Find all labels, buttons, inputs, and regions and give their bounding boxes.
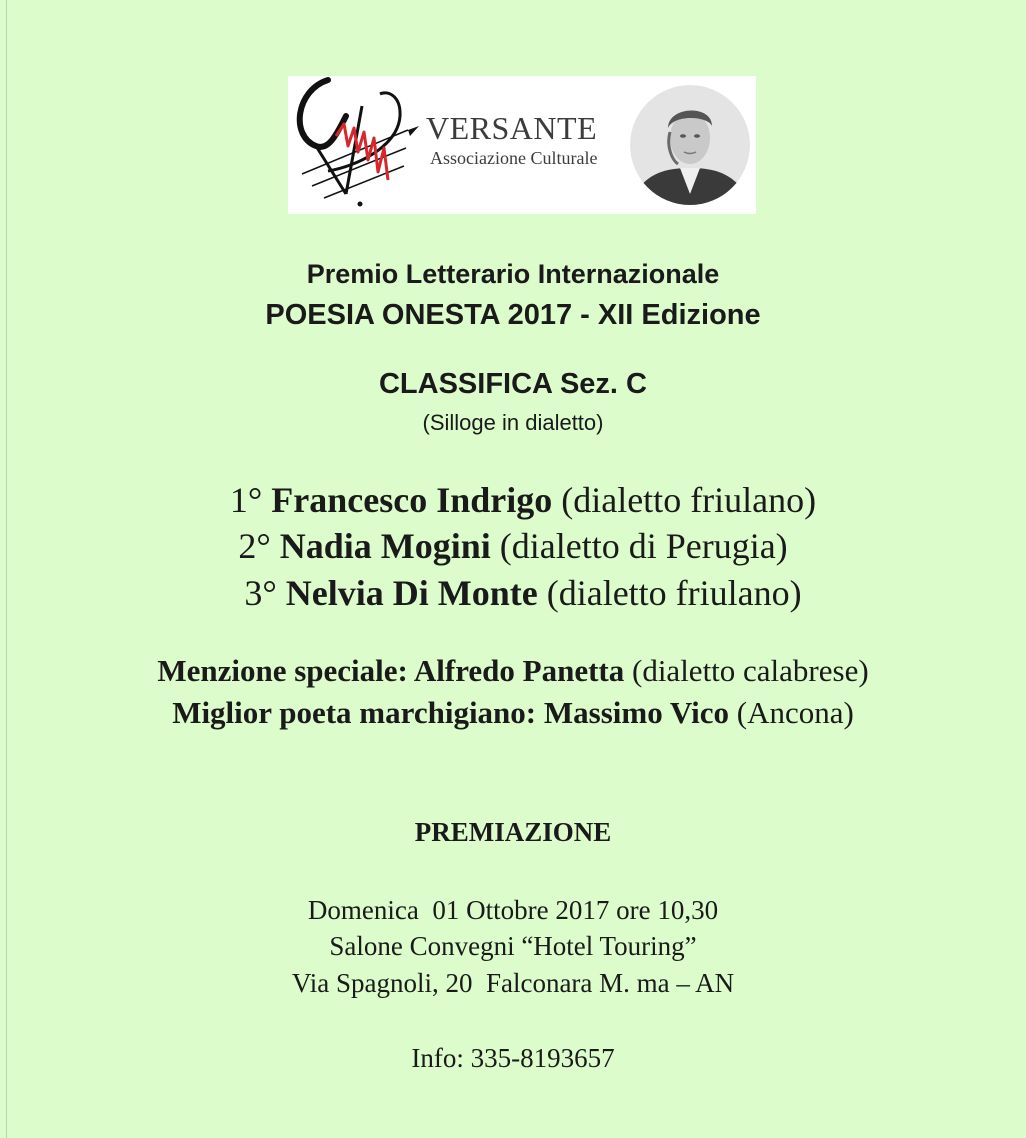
ranking-entry-3: [0, 572, 1026, 614]
ranking-name: Francesco Indrigo: [271, 480, 553, 520]
special-mention: [0, 653, 1026, 689]
special-mention-note: (dialetto calabrese): [632, 653, 869, 688]
logo-subtitle: Associazione Culturale: [430, 148, 598, 168]
section-title: CLASSIFICA Sez. C: [378, 368, 647, 400]
ceremony-venue: Salone Convegni “Hotel Touring”: [329, 931, 697, 961]
ceremony-title: PREMIAZIONE: [414, 817, 612, 847]
ranking-place: 2°: [238, 526, 271, 566]
ranking-name: Nadia Mogini: [279, 526, 491, 566]
award-title: Premio Letterario Internazionale: [306, 259, 720, 289]
best-poet-note: (Ancona): [736, 695, 854, 730]
ranking-dialect: (dialetto friulano): [546, 573, 802, 613]
ranking-entry-2: [0, 525, 1026, 567]
logo-name: VERSANTE: [426, 110, 598, 146]
ranking-place: 1°: [229, 480, 263, 520]
versante-logo: [288, 76, 756, 214]
award-edition: POESIA ONESTA 2017 - XII Edizione: [265, 299, 761, 331]
section-subtitle: (Silloge in dialetto): [422, 410, 604, 435]
ceremony-date: Domenica 01 Ottobre 2017 ore 10,30: [307, 895, 719, 925]
ranking-entry-1: [0, 479, 1026, 521]
contact-info: Info: 335-8193657: [411, 1043, 615, 1073]
ranking-dialect: (dialetto friulano): [561, 480, 817, 520]
ranking-name: Nelvia Di Monte: [285, 573, 538, 613]
ranking-place: 3°: [244, 573, 277, 613]
ceremony-address: Via Spagnoli, 20 Falconara M. ma – AN: [291, 968, 735, 998]
poet-portrait-icon: [626, 85, 754, 214]
best-regional-poet: [0, 695, 1026, 731]
best-poet-label: Miglior poeta marchigiano: Massimo Vico: [172, 695, 729, 730]
ranking-dialect: (dialetto di Perugia): [499, 526, 788, 566]
special-mention-label: Menzione speciale: Alfredo Panetta: [157, 653, 625, 688]
